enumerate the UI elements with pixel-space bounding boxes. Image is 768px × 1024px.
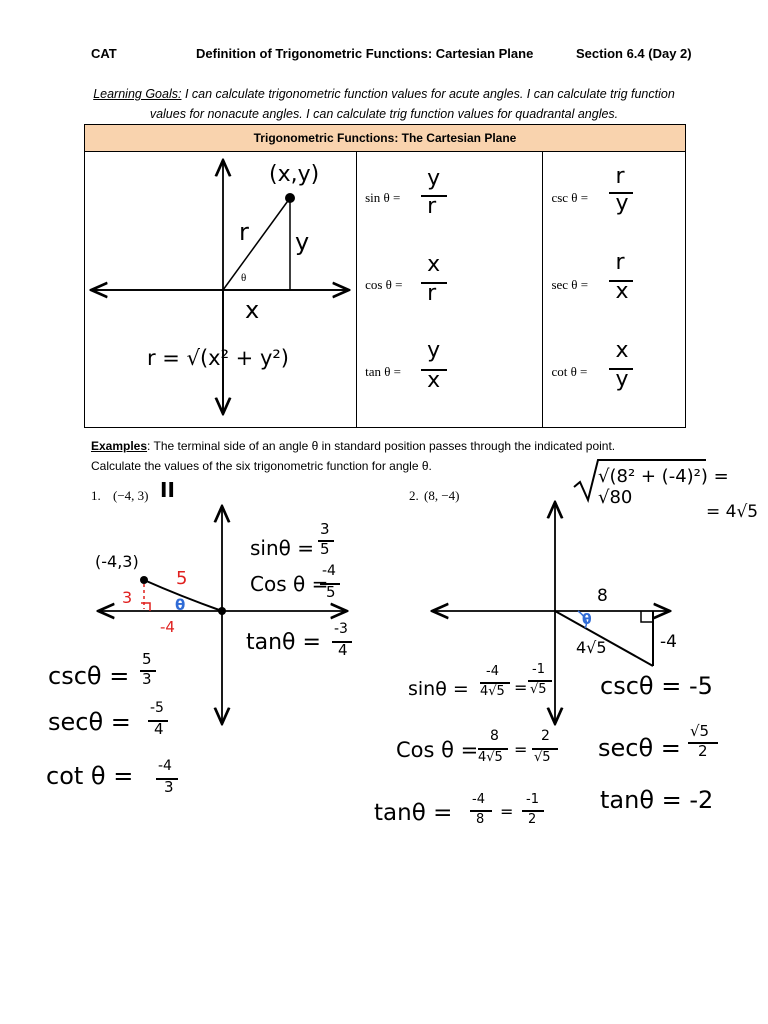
p2-cos-a-num: 8 <box>490 728 499 744</box>
problem2-theta: θ <box>582 612 592 628</box>
problem2-radical-result: = 4√5 <box>706 502 759 522</box>
sin-den: r <box>427 194 437 219</box>
examples-label: Examples <box>91 439 148 453</box>
p1-csc-num: 5 <box>142 650 152 668</box>
p1-cot-label: cot θ = <box>46 762 134 790</box>
problem2-number: 2. <box>409 488 419 503</box>
problem2-point: (8, −4) <box>424 488 460 503</box>
cot-label: cot θ = <box>551 364 588 379</box>
r-label: r <box>239 218 249 246</box>
p1-tan-num: -3 <box>334 621 348 637</box>
learning-goals-text: I can calculate trigonometric function values for acute angles. I can calculate trig function values for nonacute angles. I can calculate trig function values for quadrantal angles. <box>149 87 675 121</box>
problem1-y-label: 3 <box>122 588 133 607</box>
problem2-radical-work: √(8² + (-4)²) = √80 <box>598 466 729 508</box>
p1-tan-label: tanθ = <box>246 630 321 655</box>
p1-sec-label: secθ = <box>48 708 131 736</box>
sec-label: sec θ = <box>551 277 589 292</box>
problem1-number: 1. <box>91 488 101 503</box>
csc-label: csc θ = <box>551 190 589 205</box>
examples-line2: Calculate the values of the six trigonometric function for angle θ. <box>91 459 432 473</box>
p2-sin-a-den: 4√5 <box>480 684 505 699</box>
p2-sin-b-num: -1 <box>532 662 545 677</box>
cos-num: x <box>427 252 441 277</box>
p2-sec-den: 2 <box>698 742 708 760</box>
p2-sin-eq: = <box>514 678 528 697</box>
p2-sin-a-num: -4 <box>486 664 499 679</box>
r-formula: r = √(x² + y²) <box>147 346 289 370</box>
problem1-theta: θ <box>175 596 186 614</box>
p2-sin-b-den: √5 <box>530 682 547 697</box>
p1-cos-num: -4 <box>322 563 336 579</box>
p1-cot-den: 3 <box>164 778 174 796</box>
p1-sin-den: 5 <box>320 540 330 558</box>
csc-den: y <box>615 191 629 216</box>
tan-den: x <box>427 368 441 393</box>
p2-tan-a-num: -4 <box>472 792 485 807</box>
p2-tan-label: tanθ = <box>374 800 453 826</box>
page-title: Definition of Trigonometric Functions: Cartesian Plane <box>196 46 534 61</box>
problem1-quadrant: II <box>160 478 175 502</box>
p2-tan2: tanθ = -2 <box>600 786 714 814</box>
examples-line1: : The terminal side of an angle θ in standard position passes through the indicated point. <box>147 439 616 453</box>
table-title: Trigonometric Functions: The Cartesian Plane <box>85 125 686 152</box>
csc-num: r <box>615 164 625 189</box>
cos-den: r <box>427 281 437 306</box>
problem1-x-label: -4 <box>160 618 175 636</box>
section-label: Section 6.4 (Day 2) <box>576 46 692 61</box>
p2-tan-a-den: 8 <box>476 812 485 827</box>
p1-tan-den: 4 <box>338 641 348 659</box>
p2-csc: cscθ = -5 <box>600 672 713 700</box>
p2-sec-label: secθ = <box>598 734 681 762</box>
p2-tan-b-den: 2 <box>528 812 537 827</box>
problem2-r-label: 4√5 <box>576 638 607 657</box>
learning-goals-label: Learning Goals: <box>93 87 182 101</box>
p2-cos-b-num: 2 <box>541 728 550 744</box>
p2-sec-num: √5 <box>690 722 710 740</box>
p1-cos-label: Cos θ = <box>250 572 329 596</box>
p1-sin-num: 3 <box>320 520 330 538</box>
p2-cos-eq: = <box>514 740 528 759</box>
cot-den: y <box>615 367 629 392</box>
p2-sin-label: sinθ = <box>408 678 469 700</box>
p1-cos-den: 5 <box>326 583 336 601</box>
p1-sin-label: sinθ = <box>250 536 315 560</box>
problem2-x-label: 8 <box>597 586 608 606</box>
problem1-point-label: (-4,3) <box>95 552 139 571</box>
sec-num: r <box>615 250 625 275</box>
sin-label: sin θ = <box>365 190 401 205</box>
p2-cos-label: Cos θ = <box>396 738 479 762</box>
p1-csc-label: cscθ = <box>48 662 130 690</box>
tan-label: tan θ = <box>365 364 402 379</box>
p1-sec-den: 4 <box>154 720 164 738</box>
sin-num: y <box>427 166 441 191</box>
p1-cot-num: -4 <box>158 758 172 774</box>
problem1-r-label: 5 <box>176 568 188 589</box>
p1-csc-den: 3 <box>142 670 152 688</box>
p2-cos-a-den: 4√5 <box>478 750 503 765</box>
p2-cos-b-den: √5 <box>534 750 551 765</box>
p2-tan-b-num: -1 <box>526 792 539 807</box>
tan-num: y <box>427 338 441 363</box>
cos-label: cos θ = <box>365 277 403 292</box>
problem1-point: (−4, 3) <box>113 488 149 503</box>
theta-label: θ <box>241 272 247 284</box>
p1-sec-num: -5 <box>150 700 164 716</box>
sec-den: x <box>615 279 629 304</box>
problem2-y-label: -4 <box>660 632 677 652</box>
point-label: (x,y) <box>269 162 320 187</box>
p2-tan-eq: = <box>500 802 514 821</box>
x-label: x <box>245 296 260 324</box>
course-label: CAT <box>91 46 117 61</box>
cot-num: x <box>615 338 629 363</box>
y-label: y <box>295 228 310 256</box>
